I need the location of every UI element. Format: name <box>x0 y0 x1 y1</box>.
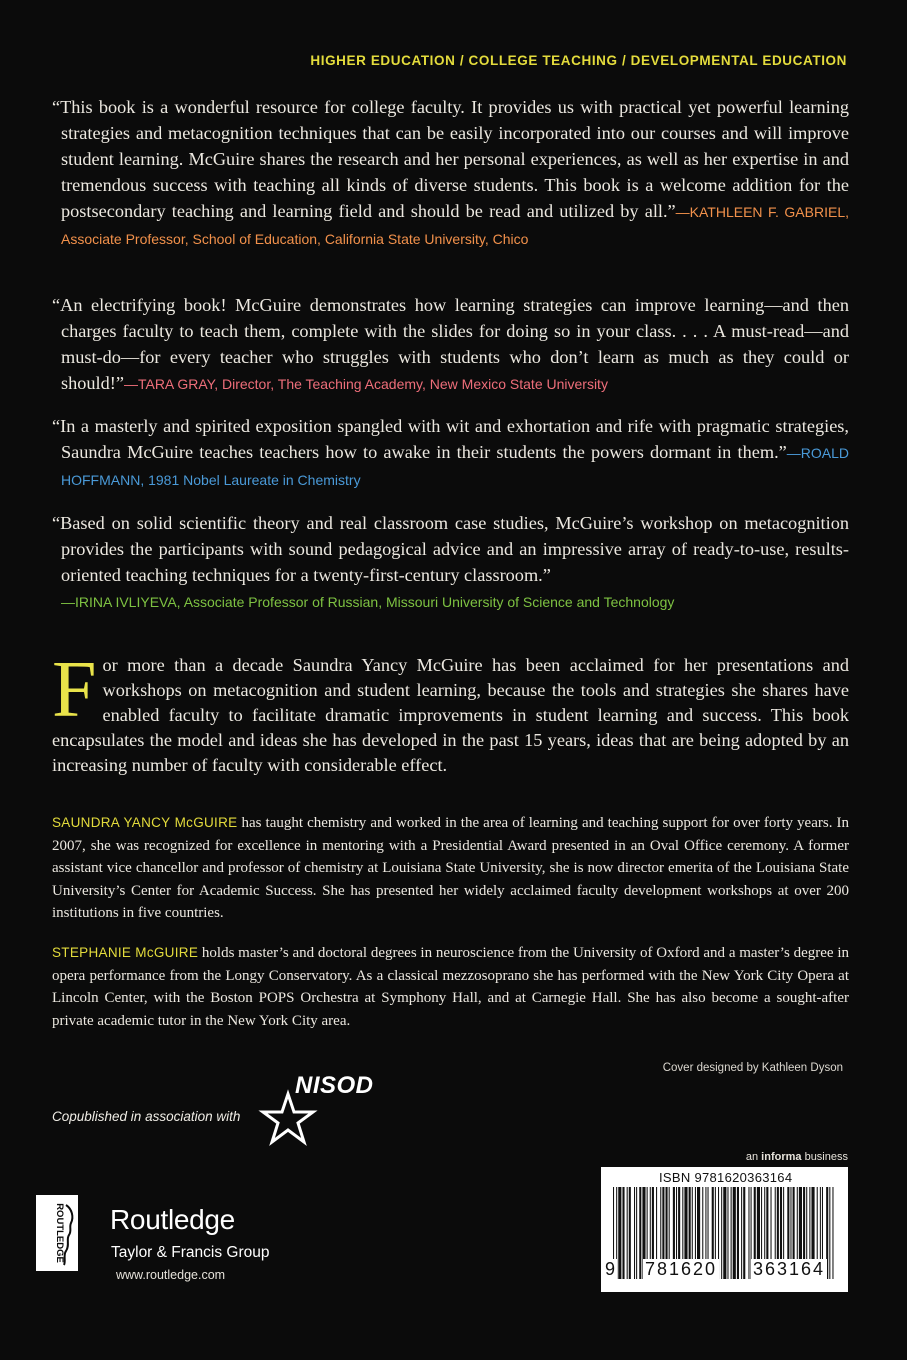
author-bio-2 <box>52 942 849 1032</box>
quote-attribution-name: —TARA GRAY, <box>123 376 222 392</box>
author-bio-text: holds master’s and doctoral degrees in neuroscience from the University of Oxford and a master’s degree in opera performance from the Longy Conservatory. As a classical mezzosoprano she has performed with the New York City Opera at Lincoln Center, with the Boston POPS Orchestra at Symphony Hall, and at Carnegie Hall. She has also become a sought-after private academic tutor in the New York City area. <box>52 945 849 1029</box>
isbn-label: ISBN 9781620363164 <box>659 1170 793 1185</box>
quote-attribution-role: 1981 Nobel Laureate in Chemistry <box>148 472 361 488</box>
endorsement-quote-1 <box>52 94 849 252</box>
routledge-logo-icon <box>36 1195 78 1271</box>
category-heading: HIGHER EDUCATION / COLLEGE TEACHING / DEVELOPMENTAL EDUCATION <box>310 53 847 68</box>
barcode-digits-left: 781620 <box>645 1259 718 1279</box>
isbn-barcode <box>601 1167 848 1292</box>
quote-text: “Based on solid scientific theory and real classroom case studies, McGuire’s workshop on metacognition provides the participants with sound pedagogical advice and an impressive array of ready-to-use, results-oriented teaching techniques for a twenty-first-century classroom.” <box>52 513 849 585</box>
endorsement-quote-3 <box>52 413 849 493</box>
quote-attribution-name: —KATHLEEN F. GABRIEL, <box>675 204 849 220</box>
quote-attribution-role: Associate Professor, School of Education, California State University, Chico <box>61 231 529 247</box>
book-description <box>52 646 849 778</box>
informa-word: informa <box>761 1151 802 1163</box>
publisher-name: Routledge <box>110 1204 235 1235</box>
quote-attribution-name: —ROALD HOFFMANN, <box>61 445 849 488</box>
endorsement-quote-4 <box>52 510 849 615</box>
quote-text: “In a masterly and spirited exposition spangled with wit and exhortation and rife with pragmatic strategies, Saundra McGuire teaches teachers how to awake in their students the powers dormant in them.” <box>52 416 849 462</box>
barcode-digit-first: 9 <box>605 1259 616 1279</box>
copublished-note: Copublished in association with <box>52 1109 241 1124</box>
publisher-group: Taylor & Francis Group <box>111 1244 270 1261</box>
author-bio-text: has taught chemistry and worked in the area of learning and teaching support for over forty years. In 2007, she was recognized for excellence in mentoring with a Presidential Award presented in an Oval Office ceremony. A former assistant vice chancellor and professor of chemistry at Louisiana State University, she is now director emerita of the Louisiana State University’s Center for Academic Success. She has presented her widely acclaimed faculty development workshops at over 200 institutions in five countries. <box>52 815 849 921</box>
endorsement-quote-2 <box>52 292 849 397</box>
quote-text: “This book is a wonderful resource for college faculty. It provides us with practical yet powerful learning strategies and metacognition techniques that can be easily incorporated into our courses and will improve student learning. McGuire shares the research and her personal experiences, as well as her expertise in and tremendous success with teaching all kinds of diverse students. This book is a welcome addition for the postsecondary teaching and learning field and should be read and utilized by all.” <box>52 97 849 221</box>
nisod-wordmark: NISOD <box>295 1072 374 1099</box>
informa-business-note <box>746 1151 848 1163</box>
barcode-digits <box>601 1259 848 1287</box>
description-text: or more than a decade Saundra Yancy McGuire has been acclaimed for her presentations and workshops on metacognition and student learning, because the tools and strategies she shares have enabled faculty to facilitate dramatic improvements in student learning and success. This book encapsulates the model and ideas she has developed in the past 15 years, ideas that are being adopted by an increasing number of faculty with considerable effect. <box>52 655 849 775</box>
quote-attribution-role: Director, The Teaching Academy, New Mexico State University <box>222 376 608 392</box>
routledge-logo-text: ROUTLEDGE <box>54 1203 65 1263</box>
barcode-digits-right: 363164 <box>753 1259 826 1279</box>
quote-attribution-role: Associate Professor of Russian, Missouri University of Science and Technology <box>183 594 675 610</box>
quote-attribution-name: —IRINA IVLIYEVA, <box>61 594 184 610</box>
author-bio-1 <box>52 812 849 925</box>
author-name: STEPHANIE McGUIRE <box>52 945 199 960</box>
informa-suffix: business <box>801 1151 848 1163</box>
informa-prefix: an <box>745 1151 762 1163</box>
publisher-url: www.routledge.com <box>116 1268 226 1282</box>
cover-credit: Cover designed by Kathleen Dyson <box>662 1062 843 1074</box>
quote-text: “An electrifying book! McGuire demonstrates how learning strategies can improve learning—and then charges faculty to teach them, complete with the slides for doing so in your class. . . . A must-read—and must-do—for every teacher who struggles with students who don’t learn as much as they could or should!” <box>52 295 849 393</box>
drop-cap: F <box>52 646 97 734</box>
author-name: SAUNDRA YANCY McGUIRE <box>52 815 238 830</box>
